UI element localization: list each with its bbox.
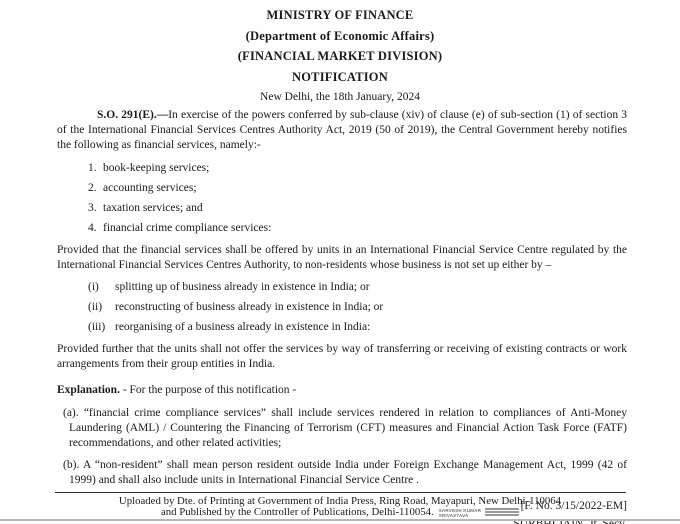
explanation-item-marker: (a). xyxy=(63,406,79,419)
explanation-heading xyxy=(57,383,627,398)
so-number: S.O. 291(E).— xyxy=(97,109,169,121)
explanation-label: Explanation. xyxy=(57,384,120,397)
page-bottom-edge xyxy=(0,519,680,521)
condition-marker: (i) xyxy=(88,280,99,293)
conditions-list xyxy=(88,281,627,334)
condition-text: reconstructing of business already in existence in India; or xyxy=(115,300,384,313)
list-item xyxy=(88,182,627,195)
page-footer xyxy=(0,492,680,519)
department-title: (Department of Economic Affairs) xyxy=(245,28,435,43)
stamp-signature-details xyxy=(485,508,519,517)
intro-paragraph xyxy=(57,108,627,154)
list-item-text: accounting services; xyxy=(103,181,197,194)
intro-text: In exercise of the powers conferred by sub-clause (xiv) of clause (e) of sub-section (1) of section 3 of the International Financial Services Centres Authority Act, 2019 (50 of 2019), the Central Government hereby notifies the following as financial services, namely:- xyxy=(57,109,627,152)
stamp-signer-name: SARVESH KUMAR SRIVASTAVA xyxy=(438,507,482,518)
explanation-item-text: A “non-resident” shall mean person resident outside India under Foreign Exchange Management Act, 1999 (42 of 1999) and shall also include units in International Financial Service Centre . xyxy=(69,459,627,487)
list-item-text: financial crime compliance services: xyxy=(103,221,272,234)
division-title: (FINANCIAL MARKET DIVISION) xyxy=(237,49,443,63)
condition-text: reorganising of a business already in existence in India: xyxy=(115,320,371,333)
explanation-intro: - For the purpose of this notification - xyxy=(119,384,297,397)
explanation-item-a xyxy=(63,406,627,452)
digital-signature-stamp xyxy=(439,507,519,519)
footer-published-by: and Published by the Controller of Publications, Delhi-110054. xyxy=(160,506,434,519)
condition-text: splitting up of business already in existence in India; or xyxy=(115,280,370,293)
explanation-item-marker: (b). xyxy=(63,459,80,472)
proviso-second: Provided further that the units shall not offer the services by way of transferring or receiving of existing contracts or work arrangements from their group entities in India. xyxy=(57,343,627,371)
notification-body xyxy=(57,108,627,524)
list-item xyxy=(88,162,627,175)
list-item-number: 1. xyxy=(88,161,97,174)
footer-published-by-row xyxy=(0,507,680,519)
ministry-title: MINISTRY OF FINANCE xyxy=(266,8,414,22)
footer-uploaded-by: Uploaded by Dte. of Printing at Government of India Press, Ring Road, Mayapuri, New Delhi-110064 xyxy=(118,494,562,507)
list-item-text: taxation services; and xyxy=(103,201,203,214)
condition-marker: (iii) xyxy=(88,320,106,333)
document-header xyxy=(0,0,680,103)
services-list xyxy=(57,162,627,235)
list-item-number: 4. xyxy=(88,221,97,234)
list-item-text: book-keeping services; xyxy=(103,161,210,174)
dateline: New Delhi, the 18th January, 2024 xyxy=(260,91,420,103)
list-item xyxy=(88,202,627,215)
footer-divider xyxy=(55,492,626,493)
explanation-item-b xyxy=(63,458,627,488)
condition-item xyxy=(88,321,627,334)
condition-marker: (ii) xyxy=(88,300,103,313)
file-number: [F. No. 3/15/2022-EM] xyxy=(520,499,627,512)
condition-item xyxy=(88,301,627,314)
explanation-item-text: “financial crime compliance services” shall include services rendered in relation to compliances of Anti-Money Laundering (AML) / Countering the Financing of Terrorism (CFT) measures and Financial Action Task Force (FATF) recommendations, and other related activities; xyxy=(69,406,627,450)
list-item xyxy=(88,222,627,235)
list-item-number: 2. xyxy=(88,181,97,194)
list-item-number: 3. xyxy=(88,201,97,214)
proviso-first: Provided that the financial services shall be offered by units in an International Financial Service Centre regulated by the International Financial Services Centres Authority, to non-residents whose business is not set up either by – xyxy=(57,244,627,272)
condition-item xyxy=(88,281,627,294)
notification-title: NOTIFICATION xyxy=(292,69,388,84)
